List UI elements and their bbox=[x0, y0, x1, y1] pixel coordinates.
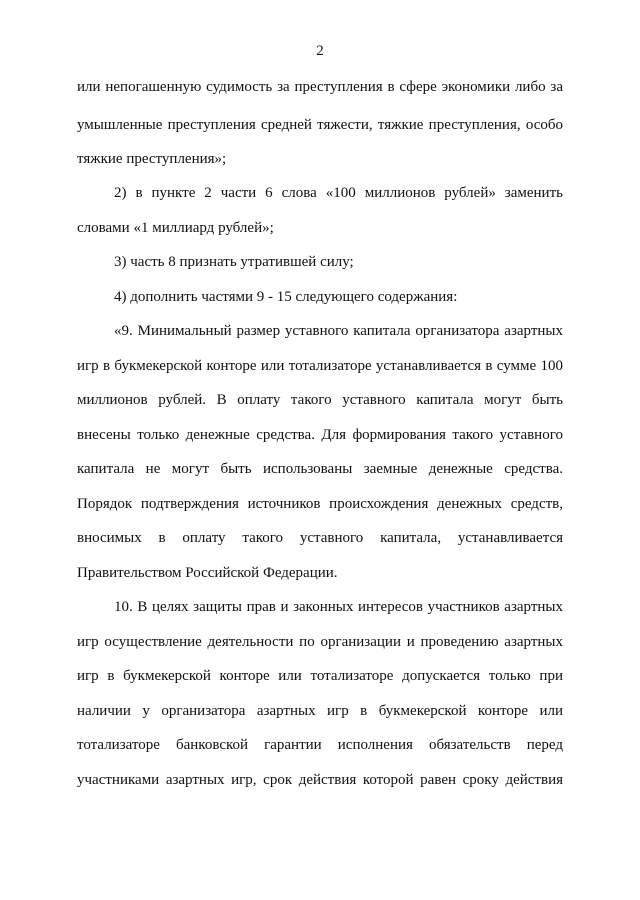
text-line: игр в букмекерской конторе или тотализаторе устанавливается в сумме 100 bbox=[77, 358, 563, 374]
text-line: внесены только денежные средства. Для формирования такого уставного bbox=[77, 427, 563, 443]
text-line: 2) в пункте 2 части 6 слова «100 миллионов рублей» заменить bbox=[114, 185, 563, 201]
text-line: капитала не могут быть использованы заемные денежные средства. bbox=[77, 461, 563, 477]
text-line: тотализаторе банковской гарантии исполнения обязательств перед bbox=[77, 737, 563, 753]
text-line: или непогашенную судимость за преступления в сфере экономики либо за bbox=[77, 79, 563, 95]
text-line: 10. В целях защиты прав и законных интересов участников азартных bbox=[114, 599, 563, 615]
text-line: вносимых в оплату такого уставного капитала, устанавливается bbox=[77, 530, 563, 546]
text-line: игр в букмекерской конторе или тотализаторе допускается только при bbox=[77, 668, 563, 684]
text-line: миллионов рублей. В оплату такого уставного капитала могут быть bbox=[77, 392, 563, 408]
text-line: участниками азартных игр, срок действия которой равен сроку действия bbox=[77, 772, 563, 788]
text-line: «9. Минимальный размер уставного капитала организатора азартных bbox=[114, 323, 563, 339]
text-line: 3) часть 8 признать утратившей силу; bbox=[114, 254, 354, 270]
text-line: тяжкие преступления»; bbox=[77, 151, 227, 167]
text-line: умышленные преступления средней тяжести, тяжкие преступления, особо bbox=[77, 117, 563, 133]
text-line: игр осуществление деятельности по организации и проведению азартных bbox=[77, 634, 563, 650]
text-line: 4) дополнить частями 9 - 15 следующего содержания: bbox=[114, 289, 458, 305]
text-line: наличии у организатора азартных игр в букмекерской конторе или bbox=[77, 703, 563, 719]
text-line: словами «1 миллиард рублей»; bbox=[77, 220, 274, 236]
text-line: Порядок подтверждения источников происхождения денежных средств, bbox=[77, 496, 563, 512]
text-line: Правительством Российской Федерации. bbox=[77, 565, 338, 581]
page-number: 2 bbox=[316, 43, 324, 59]
